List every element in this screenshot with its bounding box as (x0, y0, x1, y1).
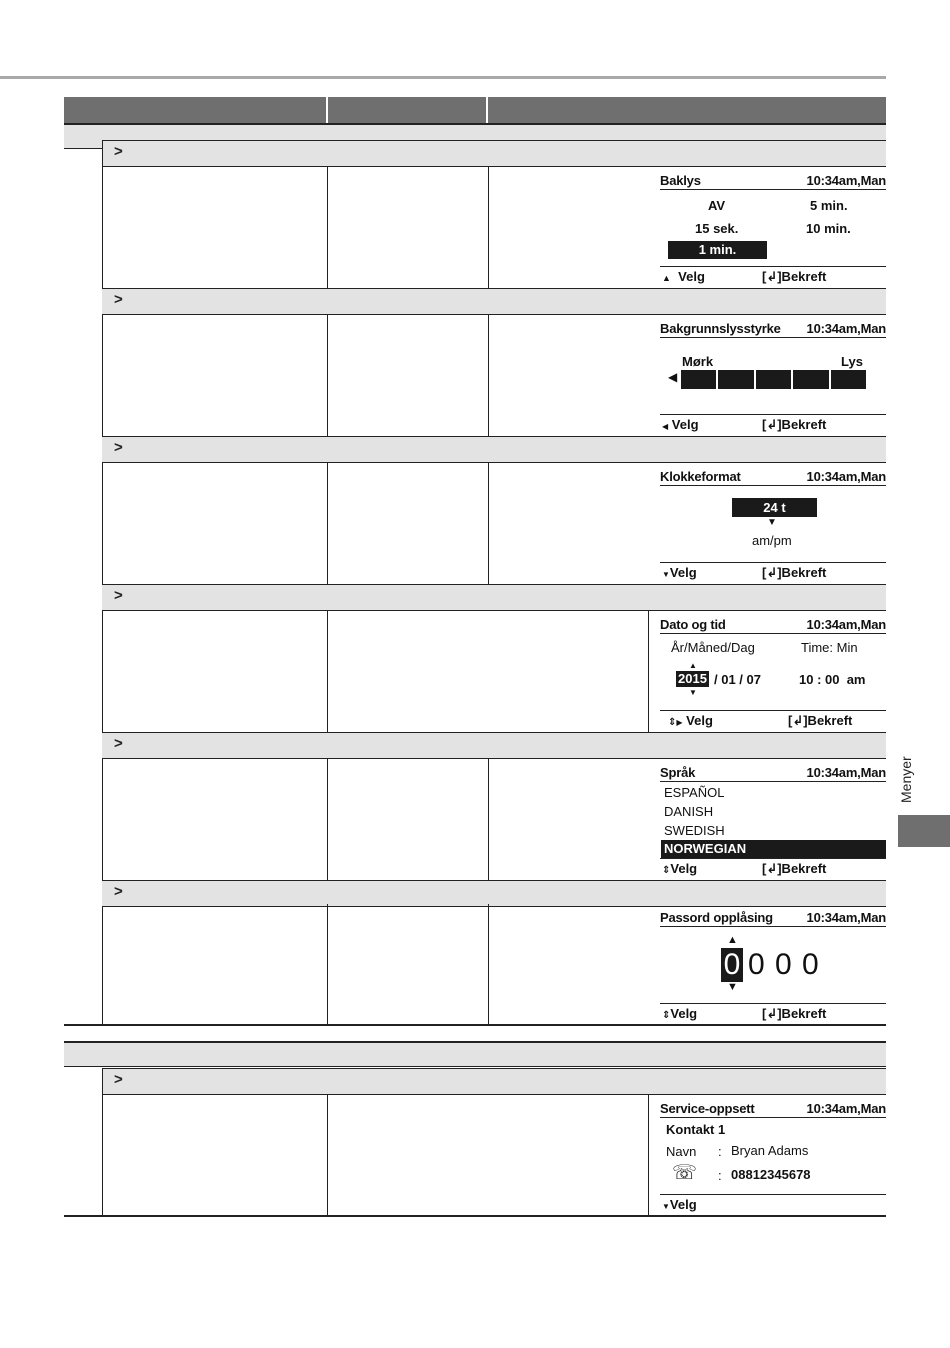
contact-label: Kontakt 1 (666, 1122, 726, 1137)
label-dark: Mørk (682, 354, 714, 369)
arrow-left-small-icon: ◀ (662, 422, 669, 431)
foot-confirm: [↲]Bekreft (788, 713, 853, 728)
contact-phone: 08812345678 (731, 1167, 811, 1182)
screen-klokke (660, 467, 886, 580)
screen-time: 10:34am,Man (806, 1101, 886, 1116)
updown-arrows-icon: ⇕ (662, 1010, 671, 1021)
foot-confirm: [↲]Bekreft (762, 861, 827, 876)
foot-select: Velg (669, 1197, 697, 1212)
time-header: Time: Min (801, 640, 858, 655)
chevron-right-icon: > (114, 143, 123, 160)
separator: : (718, 1144, 722, 1159)
row-header-baklys (102, 140, 886, 167)
screen-sprak (660, 763, 886, 876)
language-item[interactable]: DANISH (664, 804, 714, 819)
language-item[interactable]: ESPAÑOL (664, 785, 725, 800)
option-15sek[interactable]: 15 sek. (695, 221, 739, 236)
row-header-bakgrunn (102, 288, 886, 315)
screen-title: Passord opplåsing (660, 910, 773, 925)
clock-field[interactable]: 10 : 00 am (799, 672, 866, 687)
screen-title: Språk (660, 765, 696, 780)
pin-digit[interactable]: 0 (775, 948, 792, 981)
foot-confirm: [↲]Bekreft (762, 417, 827, 432)
arrow-down-small-icon: ▼ (662, 570, 670, 579)
top-rule (0, 76, 886, 79)
option-1min-selected[interactable]: 1 min. (668, 241, 767, 259)
arrow-down-icon: ▼ (727, 981, 738, 993)
side-tab-label: Menyer (898, 756, 914, 803)
row-header-dato (102, 584, 886, 611)
foot-select: Velg (670, 1006, 698, 1021)
option-ampm[interactable]: am/pm (752, 533, 792, 548)
screen-title: Bakgrunnslysstyrke (660, 321, 781, 336)
screen-time: 10:34am,Man (806, 617, 886, 632)
brightness-segment (718, 370, 753, 389)
arrow-up-icon: ▲ (662, 273, 671, 283)
foot-confirm: [↲]Bekreft (762, 1006, 827, 1021)
section-bar-2 (64, 1041, 886, 1067)
contact-name: Bryan Adams (731, 1143, 809, 1158)
separator: : (718, 1168, 722, 1183)
year-field-selected[interactable]: 2015 (678, 671, 707, 686)
option-24t-selected[interactable]: 24 t (732, 498, 817, 517)
brightness-segment (756, 370, 791, 389)
foot-select: Velg (686, 713, 713, 728)
screen-title: Klokkeformat (660, 469, 741, 484)
arrow-down-icon: ▼ (767, 517, 777, 528)
row-header-service (102, 1068, 886, 1095)
section-end-rule (64, 1024, 886, 1026)
foot-confirm: [↲]Bekreft (762, 565, 827, 580)
screen-title: Dato og tid (660, 617, 726, 632)
option-5min[interactable]: 5 min. (810, 198, 848, 213)
brightness-bar[interactable] (681, 370, 866, 389)
table-end-rule (64, 1215, 886, 1217)
chevron-right-icon: > (114, 439, 123, 456)
pin-digit-selected[interactable]: 0 (721, 948, 743, 982)
screen-passord (660, 908, 886, 1021)
screen-time: 10:34am,Man (806, 173, 886, 188)
arrow-down-icon: ▼ (689, 688, 697, 697)
updown-arrows-icon: ⇕ (662, 865, 671, 876)
screen-title: Baklys (660, 173, 701, 188)
pin-digit[interactable]: 0 (748, 948, 765, 981)
foot-select: Velg (678, 269, 705, 284)
option-av[interactable]: AV (708, 198, 726, 213)
table-header-bar (64, 97, 886, 124)
screen-baklys (660, 171, 886, 284)
foot-confirm: [↲]Bekreft (762, 269, 827, 284)
screen-time: 10:34am,Man (806, 321, 886, 336)
chevron-right-icon: > (114, 1071, 123, 1088)
chevron-right-icon: > (114, 735, 123, 752)
screen-bakgrunn (660, 319, 886, 432)
screen-time: 10:34am,Man (806, 469, 886, 484)
screen-dato: Dato og tid 10:34am,Man År/Måned/Dag Time: Min ▲ 2015 / 01 / 07 10 : 00 am ▼ ⇕▶ Velg [↲]Bekreft (660, 617, 886, 728)
brightness-segment (831, 370, 866, 389)
chevron-right-icon: > (114, 291, 123, 308)
row-header-klokke (102, 436, 886, 463)
foot-select: Velg (670, 861, 698, 876)
brightness-segment (681, 370, 716, 389)
chevron-right-icon: > (114, 587, 123, 604)
row-header-passord (102, 880, 886, 907)
pin-digit[interactable]: 0 (802, 948, 819, 981)
arrow-down-small-icon: ▼ (662, 1202, 670, 1211)
foot-select: Velg (671, 417, 699, 432)
screen-time: 10:34am,Man (806, 910, 886, 925)
updown-arrows-icon: ⇕ (668, 717, 677, 728)
date-header: År/Måned/Dag (671, 640, 755, 655)
language-item-selected[interactable]: NORWEGIAN (661, 840, 886, 858)
screen-title: Service-oppsett (660, 1101, 755, 1116)
side-tab-marker (898, 815, 950, 847)
chevron-right-icon: > (114, 883, 123, 900)
phone-icon: ☏ (672, 1162, 698, 1184)
option-10min[interactable]: 10 min. (806, 221, 851, 236)
arrow-left-icon: ◀ (668, 370, 678, 384)
label-light: Lys (841, 354, 863, 369)
screen-service (660, 1099, 886, 1212)
row-header-sprak (102, 732, 886, 759)
month-day-field[interactable]: / 01 / 07 (714, 672, 761, 687)
name-label: Navn (666, 1144, 697, 1159)
screen-time: 10:34am,Man (806, 765, 886, 780)
language-item[interactable]: SWEDISH (664, 823, 725, 838)
brightness-segment (793, 370, 828, 389)
arrow-up-icon: ▲ (689, 661, 697, 670)
foot-select: Velg (669, 565, 697, 580)
arrow-up-icon: ▲ (727, 934, 738, 946)
